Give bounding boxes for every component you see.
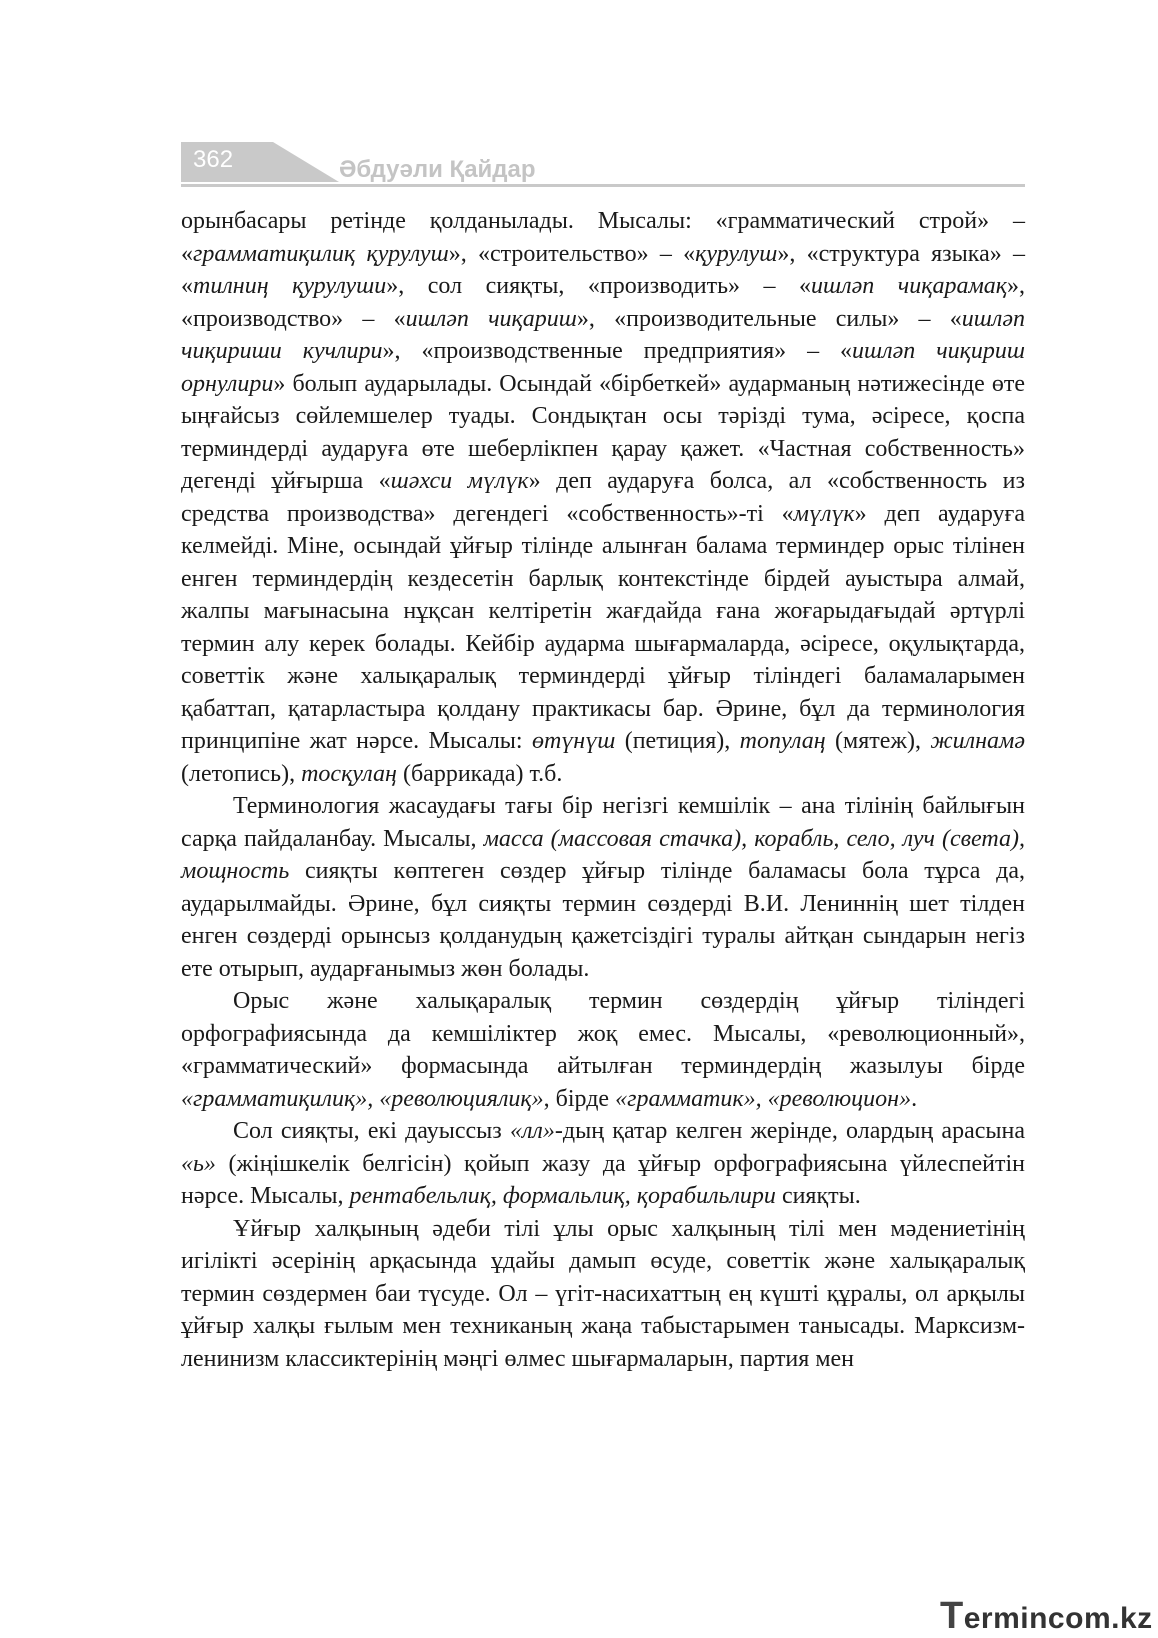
text-run: (мятеж), xyxy=(825,728,931,754)
page-number-tab-wedge xyxy=(273,142,339,182)
text-run: Ұйғыр халқының әдеби тілі ұлы орыс халқының тілі мен мәдениетінің игілікті әсерінің арқасында ұдайы дамып өсуде, советтік және халықаралық термин сөздермен баи түсуде. Ол – үгіт-насихаттың ең күшті құралы, ол арқылы ұйғыр халқы ғылым мен техниканың жаңа табыстарымен танысады. Марксизм-ленинизм классиктерінің мәңгі өлмес шығармаларын, партия мен xyxy=(181,1215,1025,1372)
text-run: Орыс және халықаралық термин сөздердің ұйғыр тіліндегі орфографиясында да кемшіліктер жоқ емес. Мысалы, «революционный», «грамматический» формасында айтылған терминдердің жазылуы бірде xyxy=(181,988,1025,1079)
watermark-text-1: erminc xyxy=(963,1602,1066,1635)
italic-term: «грамматиқилиқ», «революциялиқ» xyxy=(181,1085,544,1112)
paragraph-2 xyxy=(181,790,1025,985)
text-run: (жіңішкелік белгісін) қойып жазу да ұйғыр орфографиясына үйлеспейтін нәрсе. Мысалы, xyxy=(181,1150,1025,1209)
paragraph-5 xyxy=(181,1213,1025,1376)
italic-term: «ь» xyxy=(181,1150,216,1177)
text-run: » деп аударуға келмейді. Міне, осындай ұйғыр тілінде алынған балама терминдер орыс тілінен енген терминдердің кездесетін барлық контекстінде бірдей ауыстыра алмай, жалпы мағынасына нұқсан келтіретін жағдайда ғана жоғарыдағыдай әртүрлі термин алу керек болады. Кейбір аударма шығармаларда, әсіресе, оқулықтарда, советтік және халықаралық терминдерді ұйғыр тіліндегі баламаларымен қабаттап, қатарластыра қолдану практикасы бар. Әрине, бұл да терминология принципіне жат нәрсе. Мысалы: xyxy=(181,500,1025,754)
text-run: », «производство» – « xyxy=(181,273,1025,332)
header-rule xyxy=(181,184,1025,187)
italic-term: тосқулаң xyxy=(301,760,397,787)
text-run: Сол сияқты, екі дауыссыз xyxy=(233,1118,510,1144)
running-head-author: Әбдуәли Қайдар xyxy=(339,156,536,183)
italic-term: ишләп чиқариш xyxy=(405,305,577,332)
text-run: (петиция), xyxy=(615,728,740,754)
paragraph-1 xyxy=(181,205,1025,790)
italic-term: «грамматик», «революцион» xyxy=(615,1085,912,1112)
italic-term: «лл» xyxy=(509,1118,555,1144)
italic-term: тилниң қурулуши xyxy=(193,273,387,299)
italic-term: қурулуш xyxy=(695,240,778,267)
text-run: орынбасары ретінде қолданылады. Мысалы: «грамматический строй» – « xyxy=(181,208,1025,267)
text-run: , бірде xyxy=(543,1085,616,1112)
body-text xyxy=(181,205,1025,1375)
paragraph-3 xyxy=(181,985,1025,1115)
text-run: -дың қатар келген жерінде, олардың арасына xyxy=(554,1118,1025,1144)
italic-term: ишләп чиқириш орнулири xyxy=(181,338,1025,397)
italic-term: топулаң xyxy=(739,728,826,754)
text-run: », «строительство» – « xyxy=(448,240,696,267)
italic-term: мүлүк xyxy=(793,500,855,527)
text-run: сияқты. xyxy=(775,1183,861,1209)
watermark-t-glyph: T xyxy=(940,1595,964,1637)
text-run: (летопись), xyxy=(181,760,302,787)
text-run: », «производительные силы» – « xyxy=(576,305,962,332)
text-run: сияқты көптеген сөздер ұйғыр тілінде баламасы бола тұрса да, аударылмайды. Әрине, бұл сияқты термин сөздерді В.И. Лениннің шет тілден енген сөздерді орынсыз қолданудың қажетсіздігі туралы айтқан сындарын негіз ете отырып, аударғанымыз жөн болады. xyxy=(181,858,1025,982)
text-run: », «производственные предприятия» – « xyxy=(382,338,853,364)
text-run: », сол сияқты, «производить» – « xyxy=(386,273,812,299)
watermark-magnifier-o: o xyxy=(1065,1602,1084,1635)
termincom-watermark-logo xyxy=(940,1595,1153,1638)
watermark-text-2: m.kz xyxy=(1083,1602,1153,1635)
italic-term: ишләп чиқарамақ xyxy=(811,273,1007,299)
italic-term: рентабельлиқ, формальлиқ, қорабильлири xyxy=(349,1183,776,1209)
text-run: » деп аударуға болса, ал «собственность из средства производства» дегендегі «собственность»-ті « xyxy=(181,468,1026,527)
text-run: . xyxy=(911,1085,918,1112)
page-number: 362 xyxy=(193,146,234,173)
italic-term: өтүнүш xyxy=(531,728,616,754)
text-run: » болып аударылады. Осындай «бірбеткей» аударманың нәтижесінде өте ыңғайсыз сөйлемшелер туады. Сондықтан осы тәрізді тума, әсіресе, қоспа терминдерді аударуға өте шеберлікпен қарау қажет. «Частная собственность» дегенді ұйғырша « xyxy=(181,370,1025,494)
italic-term: шәхси мүлүк xyxy=(390,468,529,494)
italic-term: ишләп чиқириши кучлири xyxy=(181,305,1026,364)
paragraph-4 xyxy=(181,1115,1025,1213)
italic-term: жилнамә xyxy=(930,728,1025,754)
text-run: (баррикада) т.б. xyxy=(396,760,563,787)
italic-term: масса (массовая стачка), корабль, село, луч (света), мощность xyxy=(181,825,1025,884)
text-run: », «структура языка» – « xyxy=(181,240,1025,299)
page-header xyxy=(181,140,1025,190)
italic-term: грамматиқилиқ қурулуш xyxy=(193,240,449,267)
text-run: Терминология жасаудағы тағы бір негізгі кемшілік – ана тілінің байлығын сарқа пайдаланбау. Мысалы, xyxy=(181,793,1025,852)
